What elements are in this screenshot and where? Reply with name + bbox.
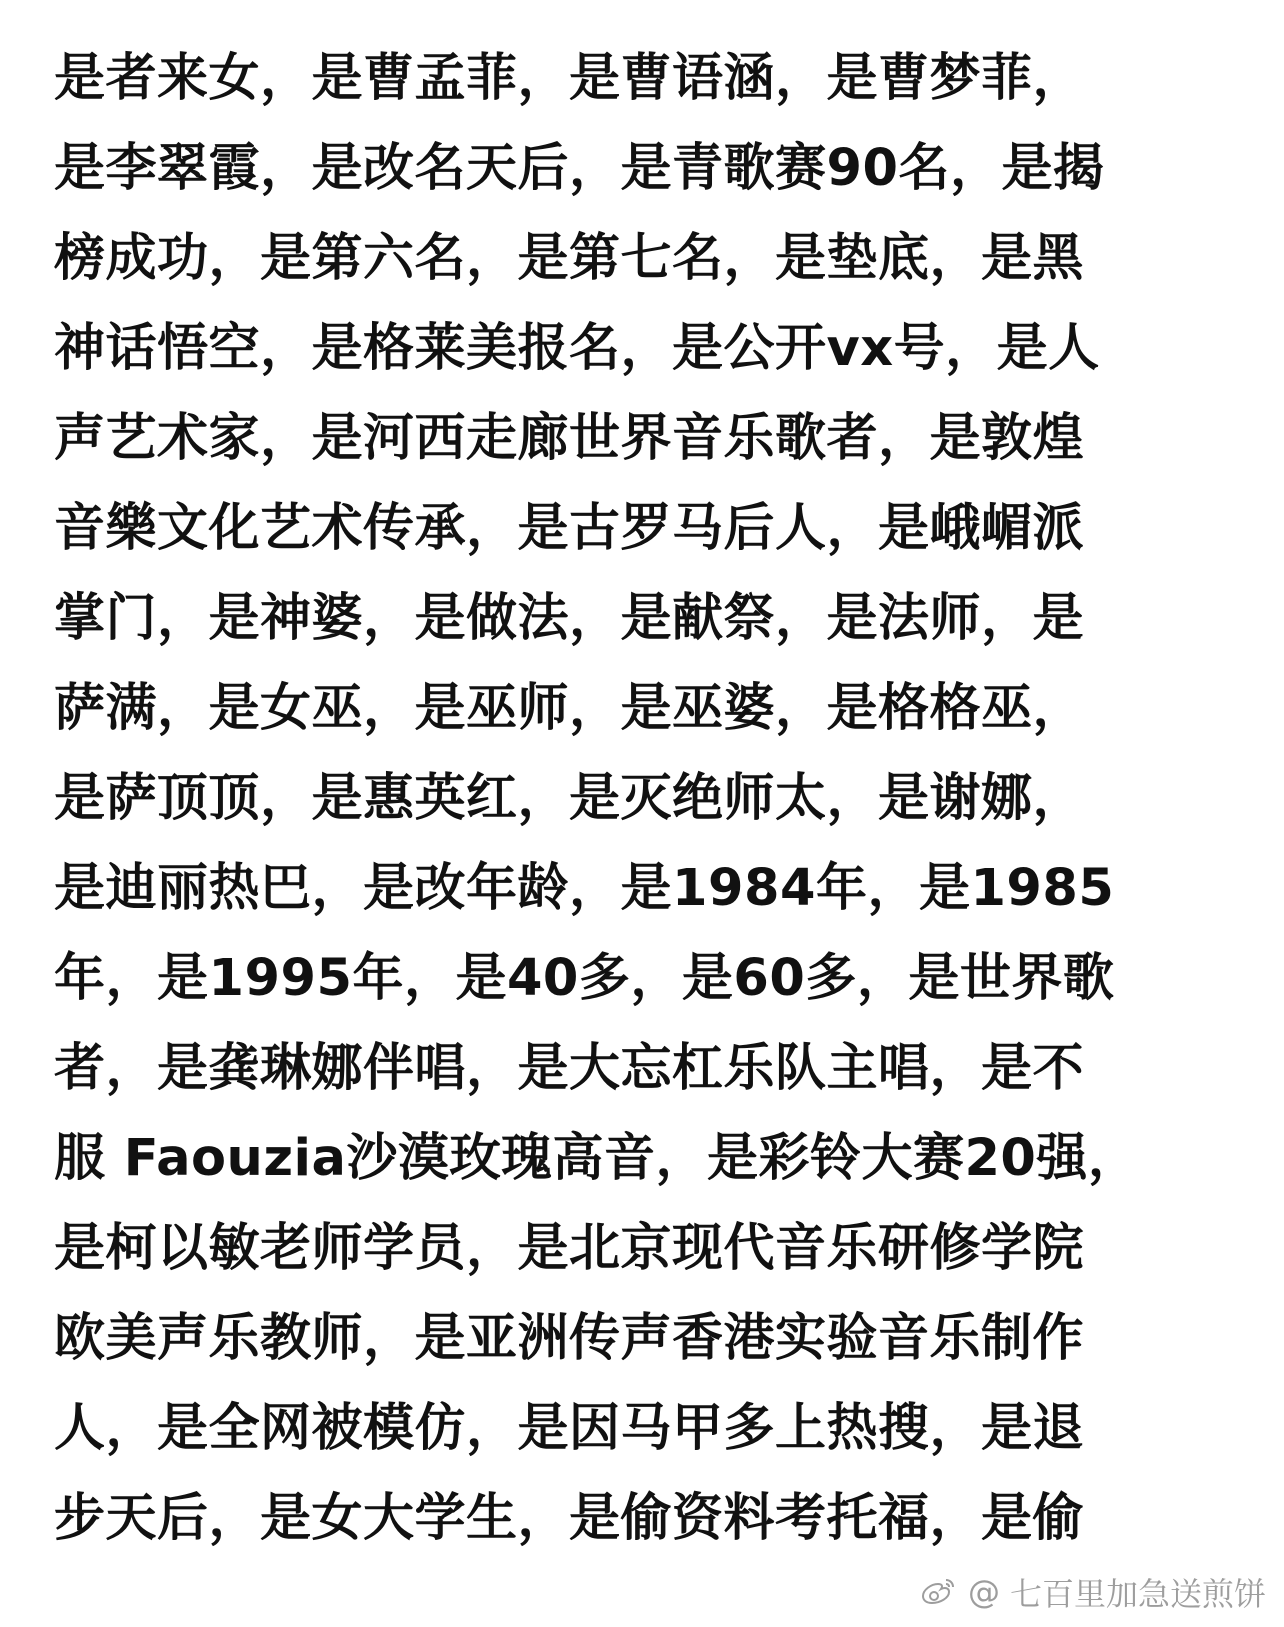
watermark	[918, 1569, 1266, 1615]
text-line: 者，是龚琳娜伴唱，是大忘杠乐队主唱，是不	[54, 1039, 1085, 1098]
text-line: 年，是1995年，是40多，是60多，是世界歌	[54, 949, 1115, 1008]
text-line: 是柯以敏老师学员，是北京现代音乐研修学院	[54, 1219, 1085, 1278]
watermark-at: @	[967, 1573, 1000, 1611]
text-line: 掌门，是神婆，是做法，是献祭，是法师，是	[54, 589, 1085, 648]
text-line: 是者来女，是曹孟菲，是曹语涵，是曹梦菲，	[54, 49, 1085, 108]
text-line: 服 Faouzia沙漠玫瑰高音，是彩铃大赛20强，	[54, 1129, 1140, 1188]
text-line: 是迪丽热巴，是改年龄，是1984年，是1985	[54, 859, 1115, 918]
text-line: 音樂文化艺术传承，是古罗马后人，是峨嵋派	[54, 499, 1085, 558]
weibo-icon	[918, 1576, 958, 1608]
text-line: 萨满，是女巫，是巫师，是巫婆，是格格巫，	[54, 679, 1085, 738]
text-line: 欧美声乐教师，是亚洲传声香港实验音乐制作	[54, 1309, 1085, 1368]
text-line: 步天后，是女大学生，是偷资料考托福，是偷	[54, 1489, 1085, 1548]
text-line: 声艺术家，是河西走廊世界音乐歌者，是敦煌	[54, 409, 1085, 468]
text-line: 神话悟空，是格莱美报名，是公开vx号，是人	[54, 319, 1100, 378]
watermark-text: 七百里加急送煎饼	[1009, 1575, 1266, 1613]
text-line: 是萨顶顶，是惠英红，是灭绝师太，是谢娜，	[54, 769, 1085, 828]
text-line: 人，是全网被模仿，是因马甲多上热搜，是退	[54, 1399, 1085, 1458]
text-line: 榜成功，是第六名，是第七名，是垫底，是黑	[54, 229, 1085, 288]
text-line: 是李翠霞，是改名天后，是青歌赛90名，是揭	[54, 139, 1105, 198]
